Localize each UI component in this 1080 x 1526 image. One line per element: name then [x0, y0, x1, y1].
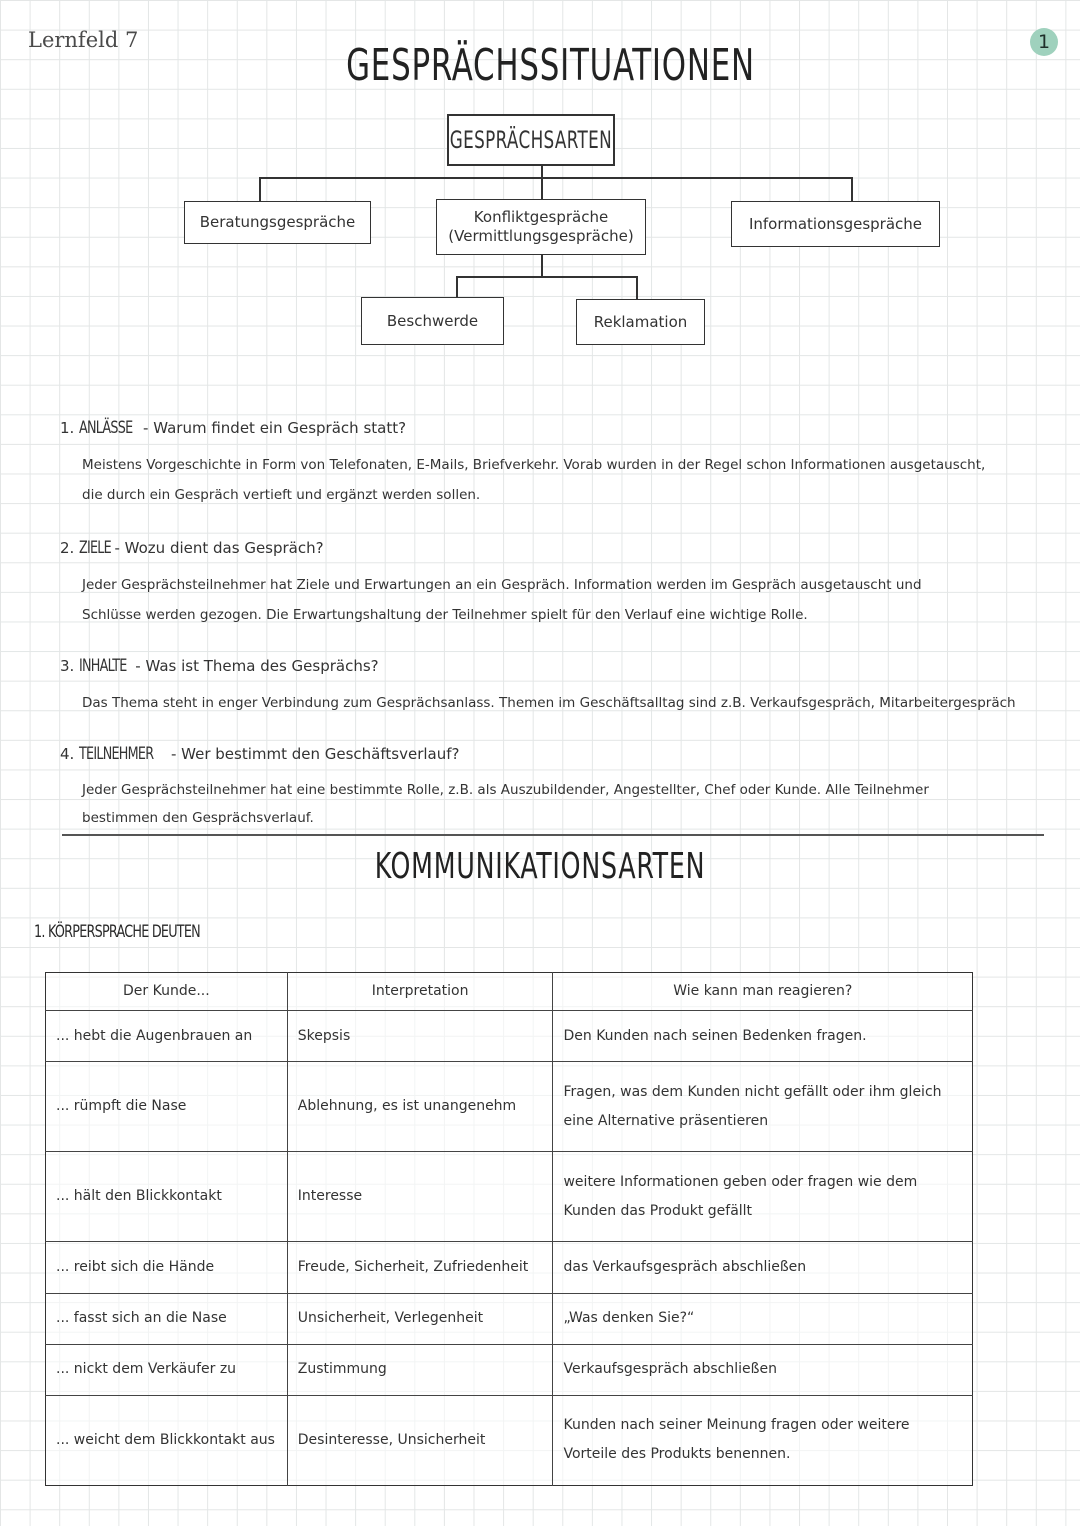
section-question: - Wozu dient das Gespräch?: [114, 539, 324, 557]
table-cell: Desinteresse, Unsicherheit: [287, 1395, 553, 1485]
table-row: [46, 1242, 973, 1293]
section-keyword: ANLÄSSE: [79, 418, 133, 438]
table-cell: Verkaufsgespräch abschließen: [553, 1344, 973, 1395]
table-cell: „Was denken Sie?“: [553, 1293, 973, 1344]
section-number: 2.: [60, 539, 75, 557]
section-anlaesse: [60, 418, 1070, 510]
connector: [456, 276, 638, 278]
page-number-badge: 1: [1030, 28, 1058, 56]
connector: [541, 255, 543, 277]
lernfeld-label: Lernfeld 7: [28, 28, 139, 52]
column-header: Wie kann man reagieren?: [553, 973, 973, 1011]
section-line: Jeder Gesprächsteilnehmer hat eine bestimmte Rolle, z.B. als Auszubildender, Angestellter, Chef oder Kunde. Alle Teilnehmer: [82, 782, 929, 798]
table-row: [46, 1344, 973, 1395]
diagram-node-konflikt: Konfliktgespräche (Vermittlungsgespräche): [436, 199, 646, 255]
table-cell: Kunden nach seiner Meinung fragen oder weitere Vorteile des Produkts benennen.: [553, 1395, 973, 1485]
table-row: [46, 1293, 973, 1344]
table-cell: Skepsis: [287, 1011, 553, 1062]
column-header: Interpretation: [287, 973, 553, 1011]
table-cell: ... weicht dem Blickkontakt aus: [56, 1431, 275, 1448]
section-question: - Was ist Thema des Gesprächs?: [135, 657, 379, 675]
table-cell: Fragen, was dem Kunden nicht gefällt oder ihm gleich eine Alternative präsentieren: [553, 1062, 973, 1152]
connector: [456, 276, 458, 297]
subheading-koerpersprache: 1. KÖRPERSPRACHE DEUTEN: [34, 922, 200, 942]
table-cell: Interesse: [287, 1152, 553, 1242]
table-row: [46, 1011, 973, 1062]
koerpersprache-table: [45, 972, 973, 1486]
section-keyword: ZIELE: [79, 538, 112, 558]
connector: [259, 177, 853, 179]
table-row: [46, 1152, 973, 1242]
section-number: 1.: [60, 419, 75, 437]
column-header: Der Kunde...: [46, 973, 288, 1011]
diagram-node-beratung: Beratungsgespräche: [184, 201, 371, 244]
section-keyword: TEILNEHMER: [79, 744, 154, 764]
table-cell: ... reibt sich die Hände: [46, 1242, 288, 1293]
section-teilnehmer: [60, 744, 1070, 832]
section-inhalte: [60, 656, 1070, 718]
section-line: Meistens Vorgeschichte in Form von Telefonaten, E-Mails, Briefverkehr. Vorab wurden in der Regel schon Informationen ausgetauscht,: [82, 457, 986, 473]
section-number: 3.: [60, 657, 75, 675]
table-cell: das Verkaufsgespräch abschließen: [553, 1242, 973, 1293]
diagram-node-beschwerde: Beschwerde: [361, 297, 504, 345]
connector: [541, 177, 543, 199]
section-divider: [62, 834, 1044, 836]
diagram-root-node: GESPRÄCHSARTEN: [447, 114, 615, 166]
section-line: die durch ein Gespräch vertieft und ergänzt werden sollen.: [82, 487, 481, 503]
table-cell: ... hält den Blickkontakt: [46, 1152, 288, 1242]
diagram-node-information: Informationsgespräche: [731, 201, 940, 247]
table-cell: Den Kunden nach seinen Bedenken fragen.: [553, 1011, 973, 1062]
section-line: Das Thema steht in enger Verbindung zum Gesprächsanlass. Themen im Geschäftsalltag sind z.B. Verkaufsgespräch, Mitarbeitergespräch: [82, 695, 1016, 711]
table-cell: ... fasst sich an die Nase: [46, 1293, 288, 1344]
table-cell: ... nickt dem Verkäufer zu: [46, 1344, 288, 1395]
table-row: [46, 1062, 973, 1152]
table-cell: Unsicherheit, Verlegenheit: [287, 1293, 553, 1344]
section-keyword: INHALTE: [79, 656, 127, 676]
connector: [851, 177, 853, 201]
section-line: Jeder Gesprächsteilnehmer hat Ziele und Erwartungen an ein Gespräch. Information werden im Gespräch ausgetauscht und: [82, 577, 922, 593]
table-cell: Zustimmung: [287, 1344, 553, 1395]
connector: [636, 276, 638, 299]
table-row: [46, 1395, 973, 1485]
connector: [259, 177, 261, 201]
section-ziele: [60, 538, 1070, 630]
table-cell: Ablehnung, es ist unangenehm: [287, 1062, 553, 1152]
table-header-row: [46, 973, 973, 1011]
table-cell: weitere Informationen geben oder fragen wie dem Kunden das Produkt gefällt: [553, 1152, 973, 1242]
table-cell: ... rümpft die Nase: [46, 1062, 288, 1152]
section-question: - Warum findet ein Gespräch statt?: [143, 419, 407, 437]
table-cell: ... hebt die Augenbrauen an: [46, 1011, 288, 1062]
section-number: 4.: [60, 745, 75, 763]
section-line: Schlüsse werden gezogen. Die Erwartungshaltung der Teilnehmer spielt für den Verlauf eine wichtige Rolle.: [82, 607, 808, 623]
table-cell: Freude, Sicherheit, Zufriedenheit: [287, 1242, 553, 1293]
section-title-kommunikation: KOMMUNIKATIONSARTEN: [374, 846, 706, 887]
diagram-node-reklamation: Reklamation: [576, 299, 705, 345]
section-question: - Wer bestimmt den Geschäftsverlauf?: [170, 745, 460, 763]
page-title: GESPRÄCHSSITUATIONEN: [346, 40, 755, 91]
section-line: bestimmen den Gesprächsverlauf.: [82, 810, 314, 826]
